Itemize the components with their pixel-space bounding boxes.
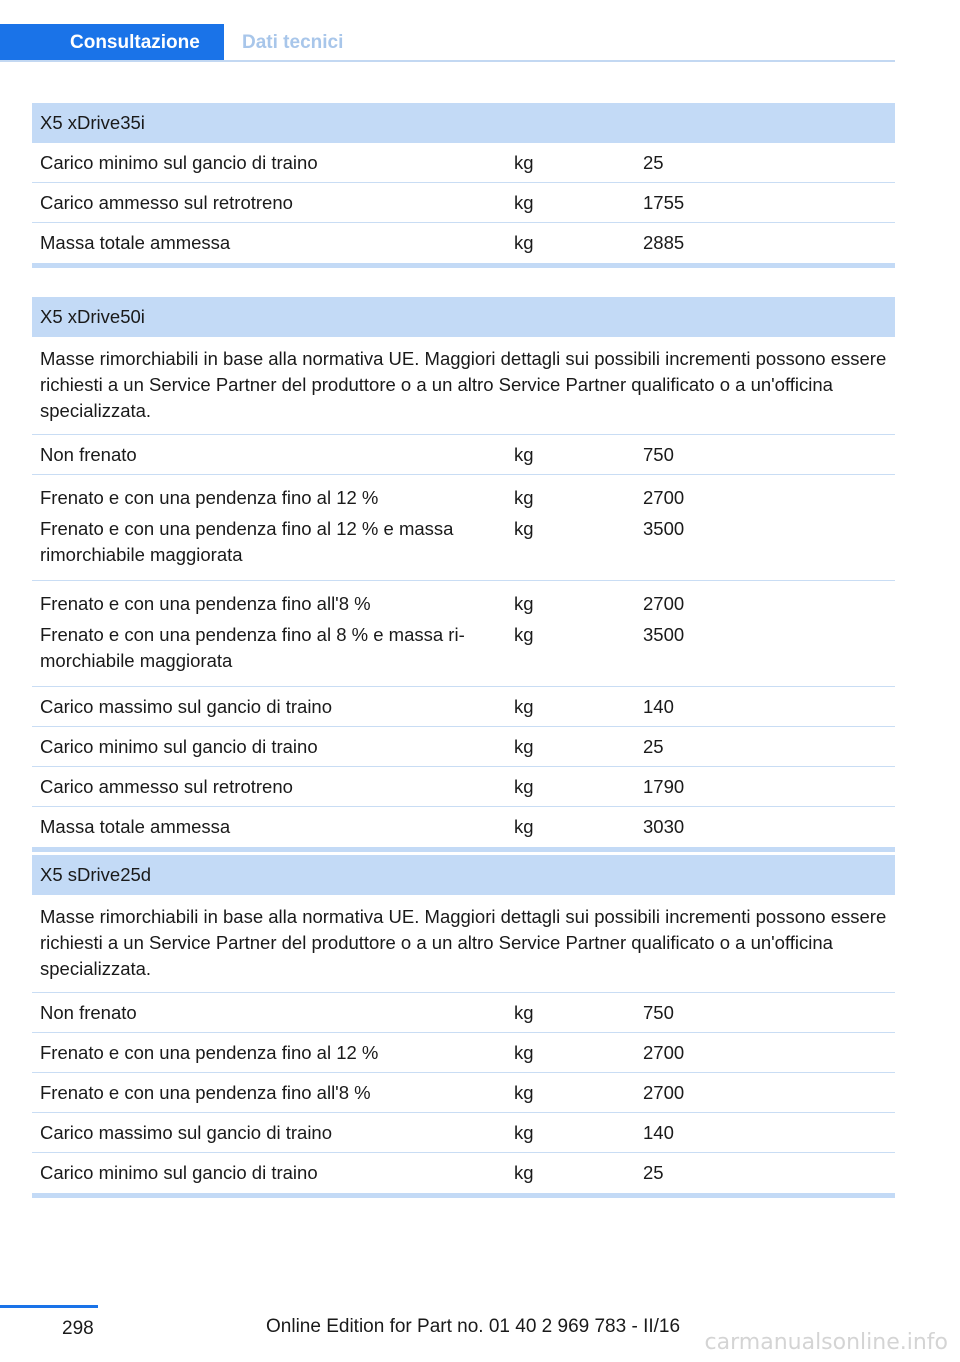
row-label: Massa totale ammessa (40, 816, 231, 837)
row-label: Carico massimo sul gancio di traino (40, 696, 333, 717)
row-value: 1755 (643, 192, 685, 213)
row-value: 1790 (643, 776, 685, 797)
row-label: Frenato e con una pendenza fino all'8 % (40, 593, 371, 614)
row-unit: kg (514, 487, 534, 508)
table-row (32, 435, 895, 475)
row-value: 2700 (643, 1082, 685, 1103)
row-value: 140 (643, 696, 674, 717)
row-label: Frenato e con una pendenza fino al 12 % e massa rimorchiabile maggiorata (40, 518, 454, 565)
row-label: Carico ammesso sul retrotreno (40, 776, 293, 797)
row-unit: kg (514, 152, 534, 173)
table-end-bar (32, 847, 895, 852)
table-row (32, 475, 895, 581)
row-value: 140 (643, 1122, 674, 1143)
row-value: 3030 (643, 816, 685, 837)
tab-consultazione[interactable]: Consultazione (0, 24, 224, 62)
row-unit: kg (514, 1162, 534, 1183)
edition-text: Online Edition for Part no. 01 40 2 969 783 - II/16 (266, 1316, 681, 1337)
row-label: Carico minimo sul gancio di traino (40, 152, 318, 173)
table-x5-xdrive50i (32, 297, 895, 852)
row-label: Frenato e con una pendenza fino al 12 % (40, 487, 379, 508)
row-unit: kg (514, 593, 534, 614)
row-unit: kg (514, 232, 534, 253)
table-note: Masse rimorchiabili in base alla normativa UE. Maggiori dettagli sui possibili incrementi possono essere richiesti a un Service Partner del produttore o a un altro Service Partner qualificato o a un'officina specializzata. (32, 337, 895, 435)
row-value: 25 (643, 152, 664, 173)
row-unit: kg (514, 1082, 534, 1103)
watermark: carmanualsonline.info (704, 1330, 948, 1355)
table-end-bar (32, 263, 895, 268)
table-row (32, 223, 895, 263)
footer-rule (0, 1305, 98, 1308)
table-x5-sdrive25d (32, 855, 895, 1198)
table-title: X5 xDrive35i (32, 103, 895, 143)
header-tabs (0, 24, 895, 62)
table-title: X5 xDrive50i (32, 297, 895, 337)
table-row (32, 727, 895, 767)
row-unit: kg (514, 816, 534, 837)
row-label: Carico massimo sul gancio di traino (40, 1122, 333, 1143)
table-row (32, 1113, 895, 1153)
row-unit: kg (514, 624, 534, 645)
row-value: 750 (643, 1002, 674, 1023)
row-value: 2700 (643, 1042, 685, 1063)
table-row (32, 1153, 895, 1193)
row-label: Non frenato (40, 1002, 137, 1023)
table-row (32, 993, 895, 1033)
row-unit: kg (514, 696, 534, 717)
table-note: Masse rimorchiabili in base alla normativa UE. Maggiori dettagli sui possibili incrementi possono essere richiesti a un Service Partner del produttore o a un altro Service Partner qualificato o a un'officina specializzata. (32, 895, 895, 993)
table-row (32, 1033, 895, 1073)
row-value: 25 (643, 736, 664, 757)
row-unit: kg (514, 736, 534, 757)
table-end-bar (32, 1193, 895, 1198)
table-row (32, 143, 895, 183)
row-unit: kg (514, 444, 534, 465)
row-label: Frenato e con una pendenza fino all'8 % (40, 1082, 371, 1103)
table-row (32, 1073, 895, 1113)
table-x5-xdrive35i (32, 103, 895, 268)
table-row (32, 767, 895, 807)
table-title: X5 sDrive25d (32, 855, 895, 895)
row-label: Frenato e con una pendenza fino al 8 % e massa ri-morchiabile maggiorata (40, 624, 465, 671)
tab-dati-tecnici[interactable]: Dati tecnici (242, 32, 344, 53)
row-unit: kg (514, 1002, 534, 1023)
row-unit: kg (514, 192, 534, 213)
row-value: 2700 (643, 593, 685, 614)
row-label: Non frenato (40, 444, 137, 465)
row-value: 3500 (643, 518, 685, 539)
page-number: 298 (62, 1318, 94, 1339)
row-label: Massa totale ammessa (40, 232, 231, 253)
row-label: Carico minimo sul gancio di traino (40, 736, 318, 757)
header-rule (0, 60, 895, 62)
row-label: Carico ammesso sul retrotreno (40, 192, 293, 213)
row-value: 3500 (643, 624, 685, 645)
row-unit: kg (514, 1122, 534, 1143)
row-value: 25 (643, 1162, 664, 1183)
row-value: 2885 (643, 232, 685, 253)
table-row (32, 581, 895, 687)
table-row (32, 183, 895, 223)
row-value: 750 (643, 444, 674, 465)
row-unit: kg (514, 1042, 534, 1063)
table-row (32, 807, 895, 847)
row-unit: kg (514, 776, 534, 797)
row-label: Carico minimo sul gancio di traino (40, 1162, 318, 1183)
row-unit: kg (514, 518, 534, 539)
table-row (32, 687, 895, 727)
row-label: Frenato e con una pendenza fino al 12 % (40, 1042, 379, 1063)
row-value: 2700 (643, 487, 685, 508)
